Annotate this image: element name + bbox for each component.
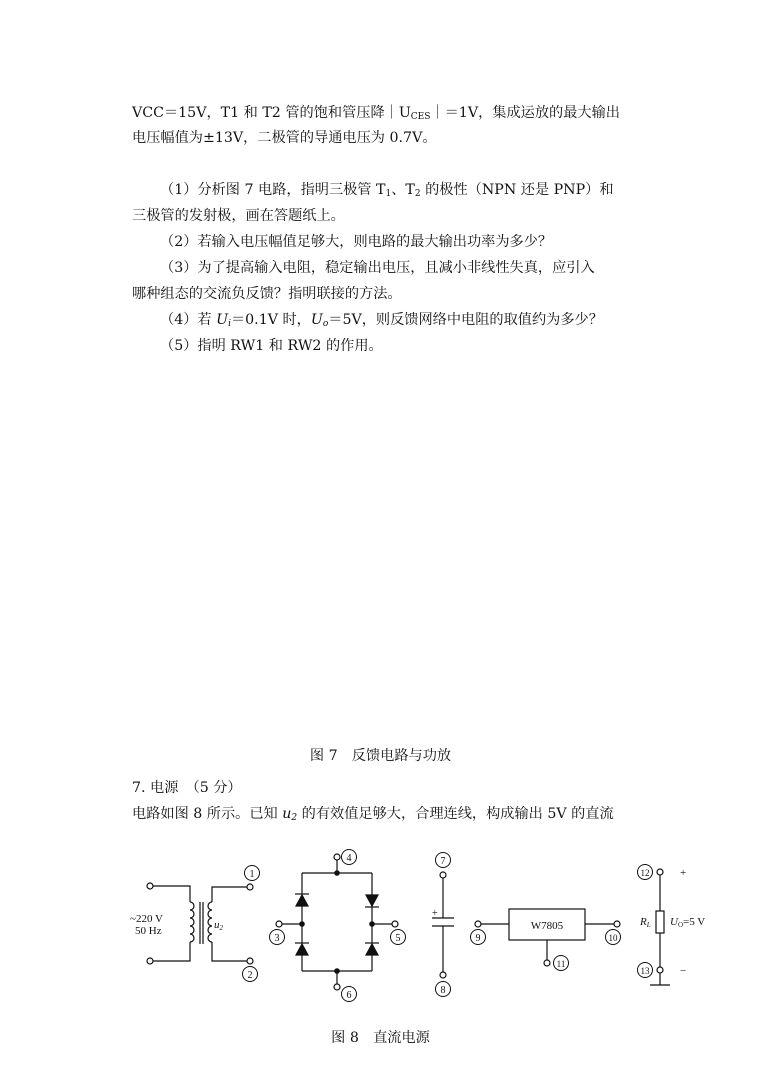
node-3: 3	[274, 933, 280, 944]
question-5: （5）指明 RW1 和 RW2 的作用。	[160, 338, 383, 354]
output-plus-label: +	[680, 867, 687, 879]
capacitor-plus-label: +	[432, 908, 438, 919]
node-10: 10	[608, 933, 618, 943]
uo-label: UO=5 V	[670, 916, 706, 929]
diodes	[295, 871, 379, 973]
question-3-cont: 哪种组态的交流负反馈？指明联接的方法。	[132, 286, 402, 302]
node-8: 8	[440, 985, 446, 996]
output-minus-label: −	[680, 965, 687, 977]
intro-line-2: 电压幅值为±13V，二极管的导通电压为 0.7V。	[132, 130, 437, 146]
question-1-cont: 三极管的发射极，画在答题纸上。	[132, 208, 345, 224]
node-13: 13	[640, 966, 650, 976]
question-3: （3）为了提高输入电阻，稳定输出电压，且减小非线性失真，应引入	[160, 260, 595, 276]
node-9: 9	[475, 933, 481, 944]
capacitor	[432, 872, 454, 978]
regulator-label: W7805	[530, 920, 564, 932]
u2-label: u2	[214, 919, 223, 932]
figure-7-caption: 图 7 反馈电路与功放	[309, 748, 452, 764]
question-4: （4）若 $U_i=0.1V$ 时，$U_o=5V$，则反馈网络中电阻的取值约为多少？	[160, 312, 603, 329]
load-resistor	[650, 869, 670, 985]
node-numbers	[248, 853, 651, 1001]
node-6: 6	[346, 990, 352, 1001]
section-7-text: 电路如图 8 所示。已知 $u_2$ 的有效值足够大，合理连线，构成输出 5V 的直流	[132, 806, 614, 823]
source-voltage-label: ~220 V	[130, 913, 163, 925]
node-1: 1	[249, 869, 255, 880]
figure-8-caption: 图 8 直流电源	[331, 1030, 430, 1046]
question-1: （1）分析图 7 电路，指明三极管 $T_1$、$T_2$ 的极性（NPN 还是 PNP）和	[160, 182, 614, 199]
node-5: 5	[395, 933, 401, 944]
node-4: 4	[346, 853, 352, 864]
intro-line-1: VCC＝15V，T1 和 T2 管的饱和管压降$|U_{CES}|=1V$，集成运放的最大输出	[132, 105, 620, 122]
rl-label: RL	[640, 916, 651, 929]
section-7-heading: 7. 电源 （5 分）	[132, 780, 242, 796]
node-7: 7	[440, 856, 446, 867]
source-frequency-label: 50 Hz	[135, 925, 162, 937]
question-2: （2）若输入电压幅值足够大，则电路的最大输出功率为多少？	[160, 234, 553, 250]
regulator-w7805	[475, 909, 620, 966]
node-12: 12	[640, 868, 650, 878]
node-11: 11	[556, 959, 566, 969]
node-2: 2	[247, 970, 253, 981]
